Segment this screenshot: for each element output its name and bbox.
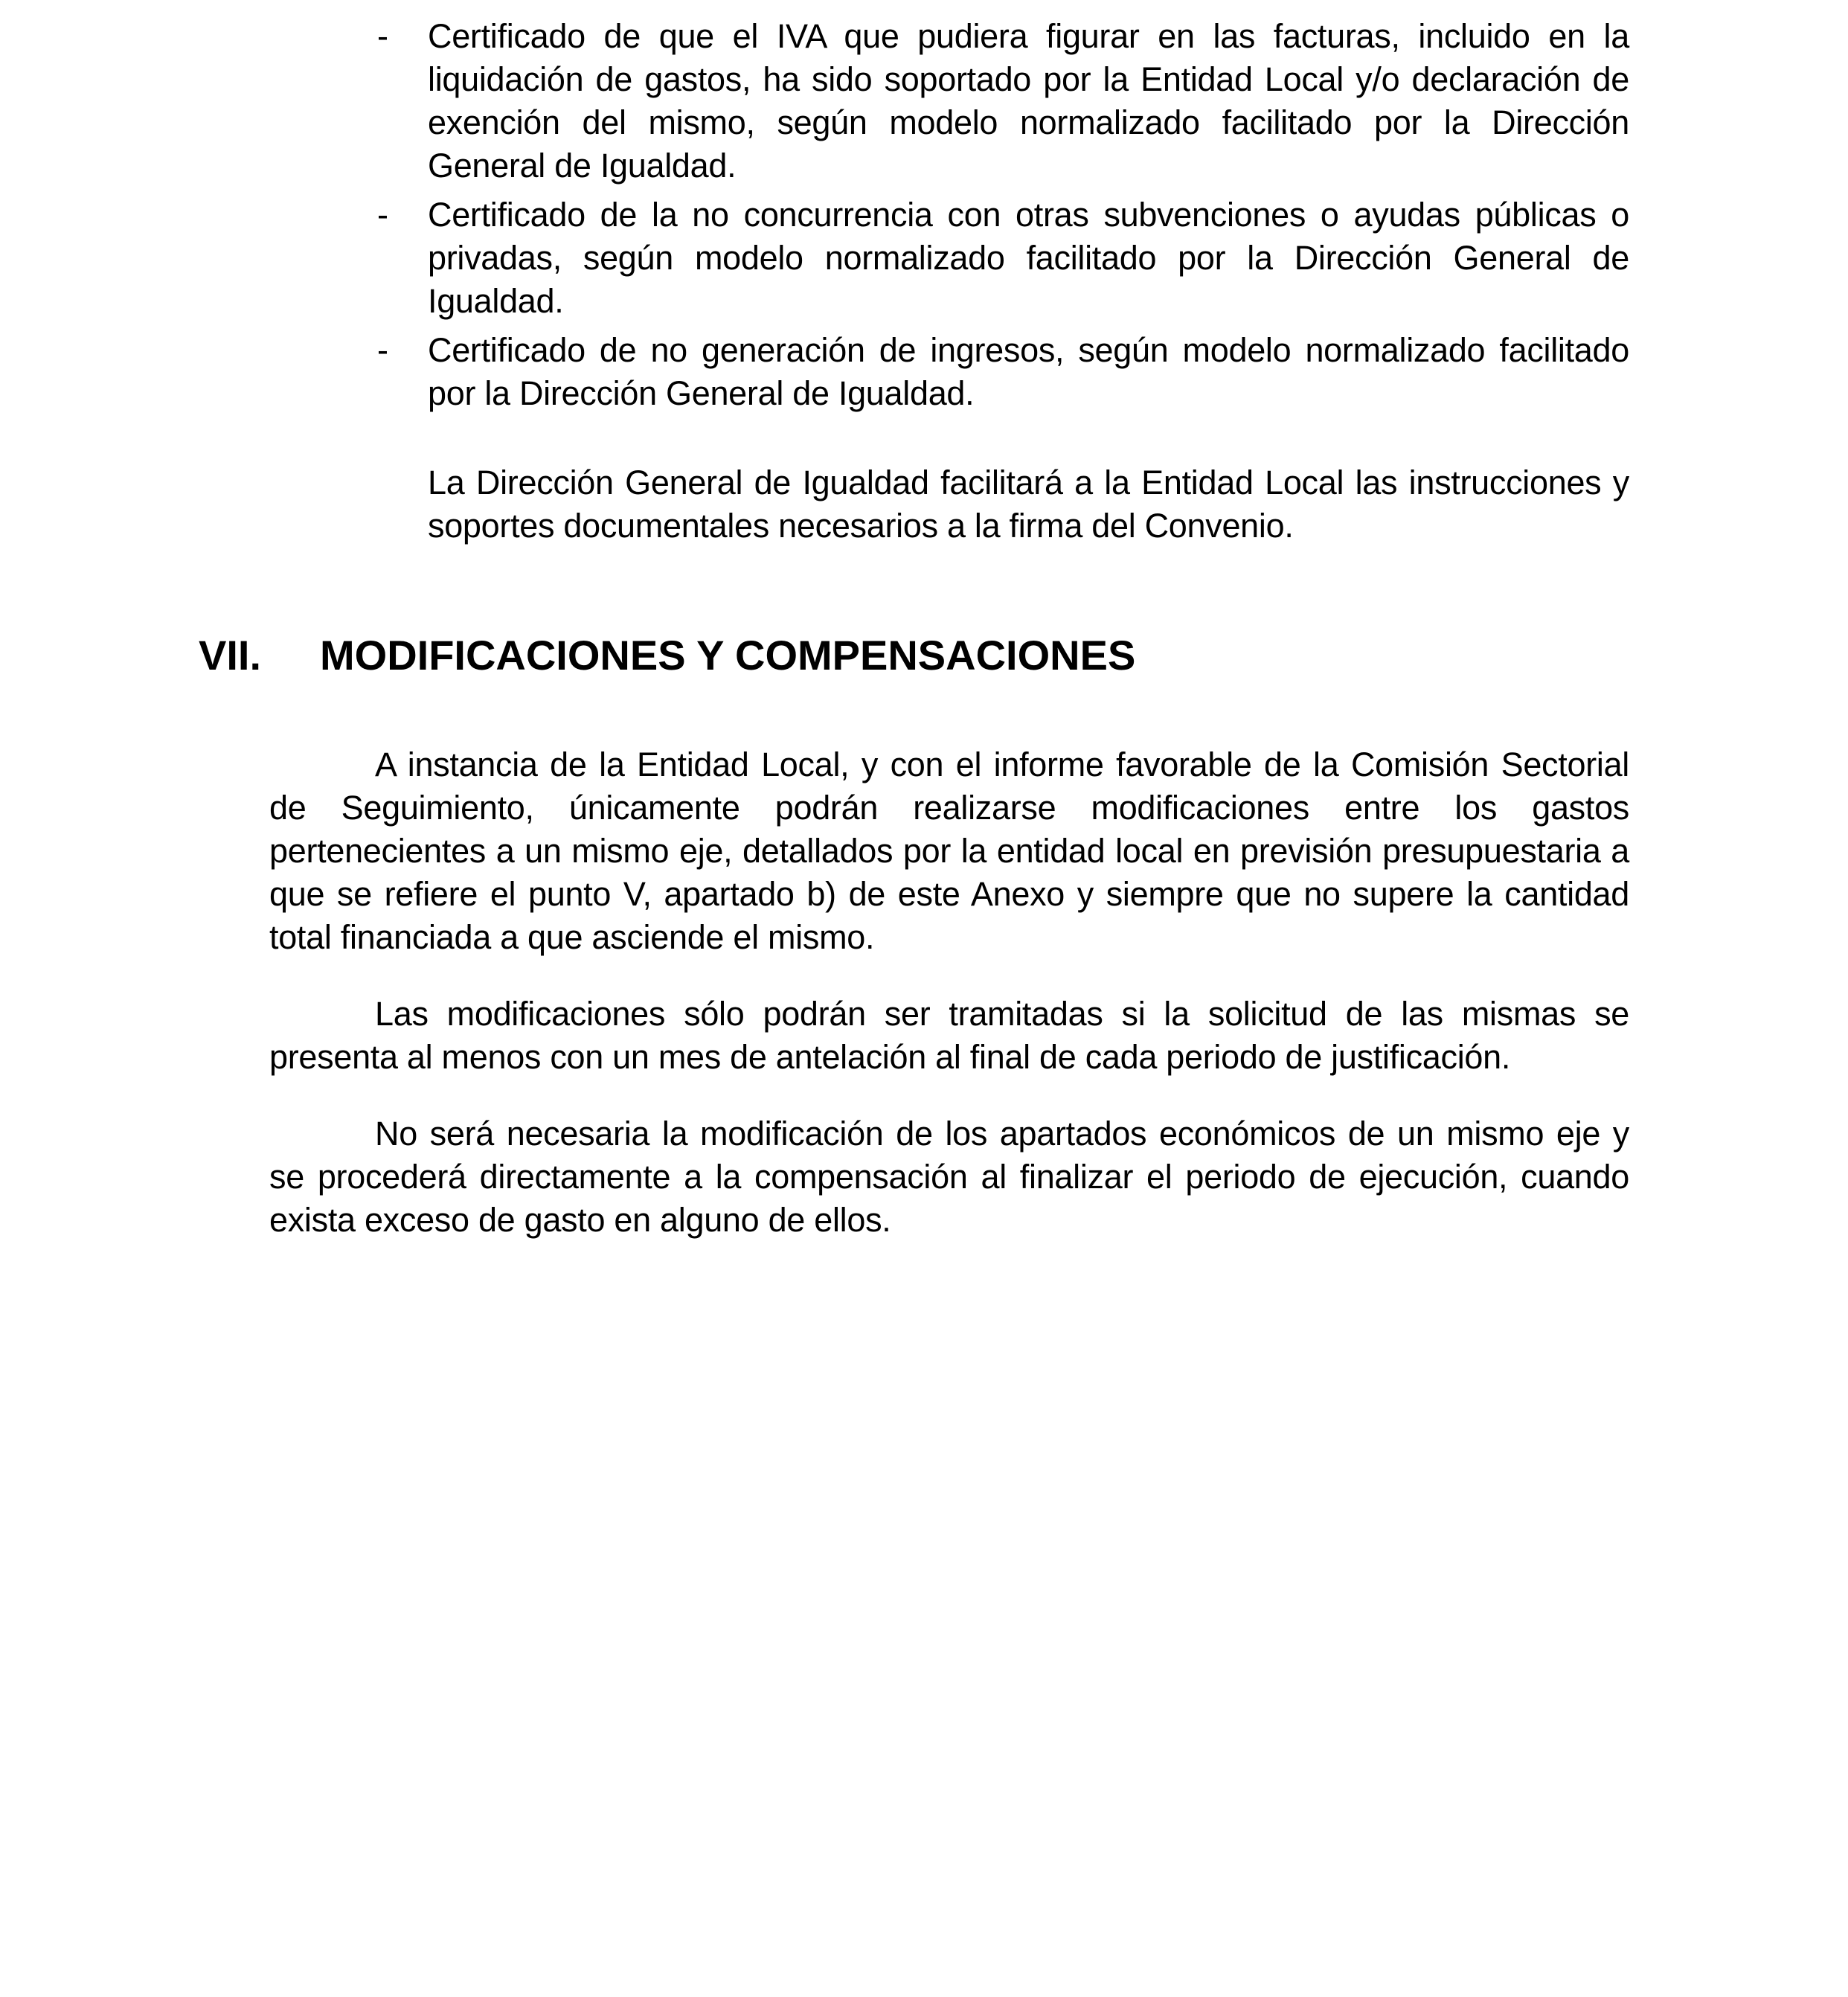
section-paragraph: Las modificaciones sólo podrán ser tramitadas si la solicitud de las mismas se presenta al menos con un mes de antelación al final de cada periodo de justificación. — [269, 995, 1629, 1076]
section-number: VII. — [199, 632, 262, 679]
section-paragraph: A instancia de la Entidad Local, y con el informe favorable de la Comisión Sectorial de Seguimiento, únicamente podrán realizarse modificaciones entre los gastos pertenecientes a un mismo eje, detallados por la entidad local en previsión presupuestaria a que se refiere el punto V, apartado b) de este Anexo y siempre que no supere la cantidad total financiada a que asciende el mismo. — [269, 746, 1629, 956]
bullet-text: Certificado de que el IVA que pudiera figurar en las facturas, incluido en la liquidación de gastos, ha sido soportado por la Entidad Local y/o declaración de exención del mismo, según modelo normalizado facilitado por la Dirección General de Igualdad. — [428, 17, 1629, 185]
certificate-bullet-list — [377, 15, 1629, 415]
bullet-text: Certificado de no generación de ingresos, según modelo normalizado facilitado por la Dirección General de Igualdad. — [428, 331, 1629, 412]
closing-paragraph: La Dirección General de Igualdad facilitará a la Entidad Local las instrucciones y soportes documentales necesarios a la firma del Convenio. — [428, 464, 1629, 545]
section-paragraph: No será necesaria la modificación de los apartados económicos de un mismo eje y se procederá directamente a la compensación al finalizar el periodo de ejecución, cuando exista exceso de gasto en alguno de ellos. — [269, 1115, 1629, 1239]
section-title: MODIFICACIONES Y COMPENSACIONES — [320, 632, 1136, 679]
section-heading — [199, 631, 1848, 680]
list-item — [377, 15, 1629, 187]
bullet-text: Certificado de la no concurrencia con otras subvenciones o ayudas públicas o privadas, según modelo normalizado facilitado por la Dirección General de Igualdad. — [428, 196, 1629, 320]
bullet-dash-marker: - — [377, 17, 388, 55]
list-item — [377, 329, 1629, 415]
page-content — [0, 15, 1848, 1242]
list-item — [377, 193, 1629, 323]
bullet-dash-marker: - — [377, 331, 388, 369]
bullet-dash-marker: - — [377, 196, 388, 234]
